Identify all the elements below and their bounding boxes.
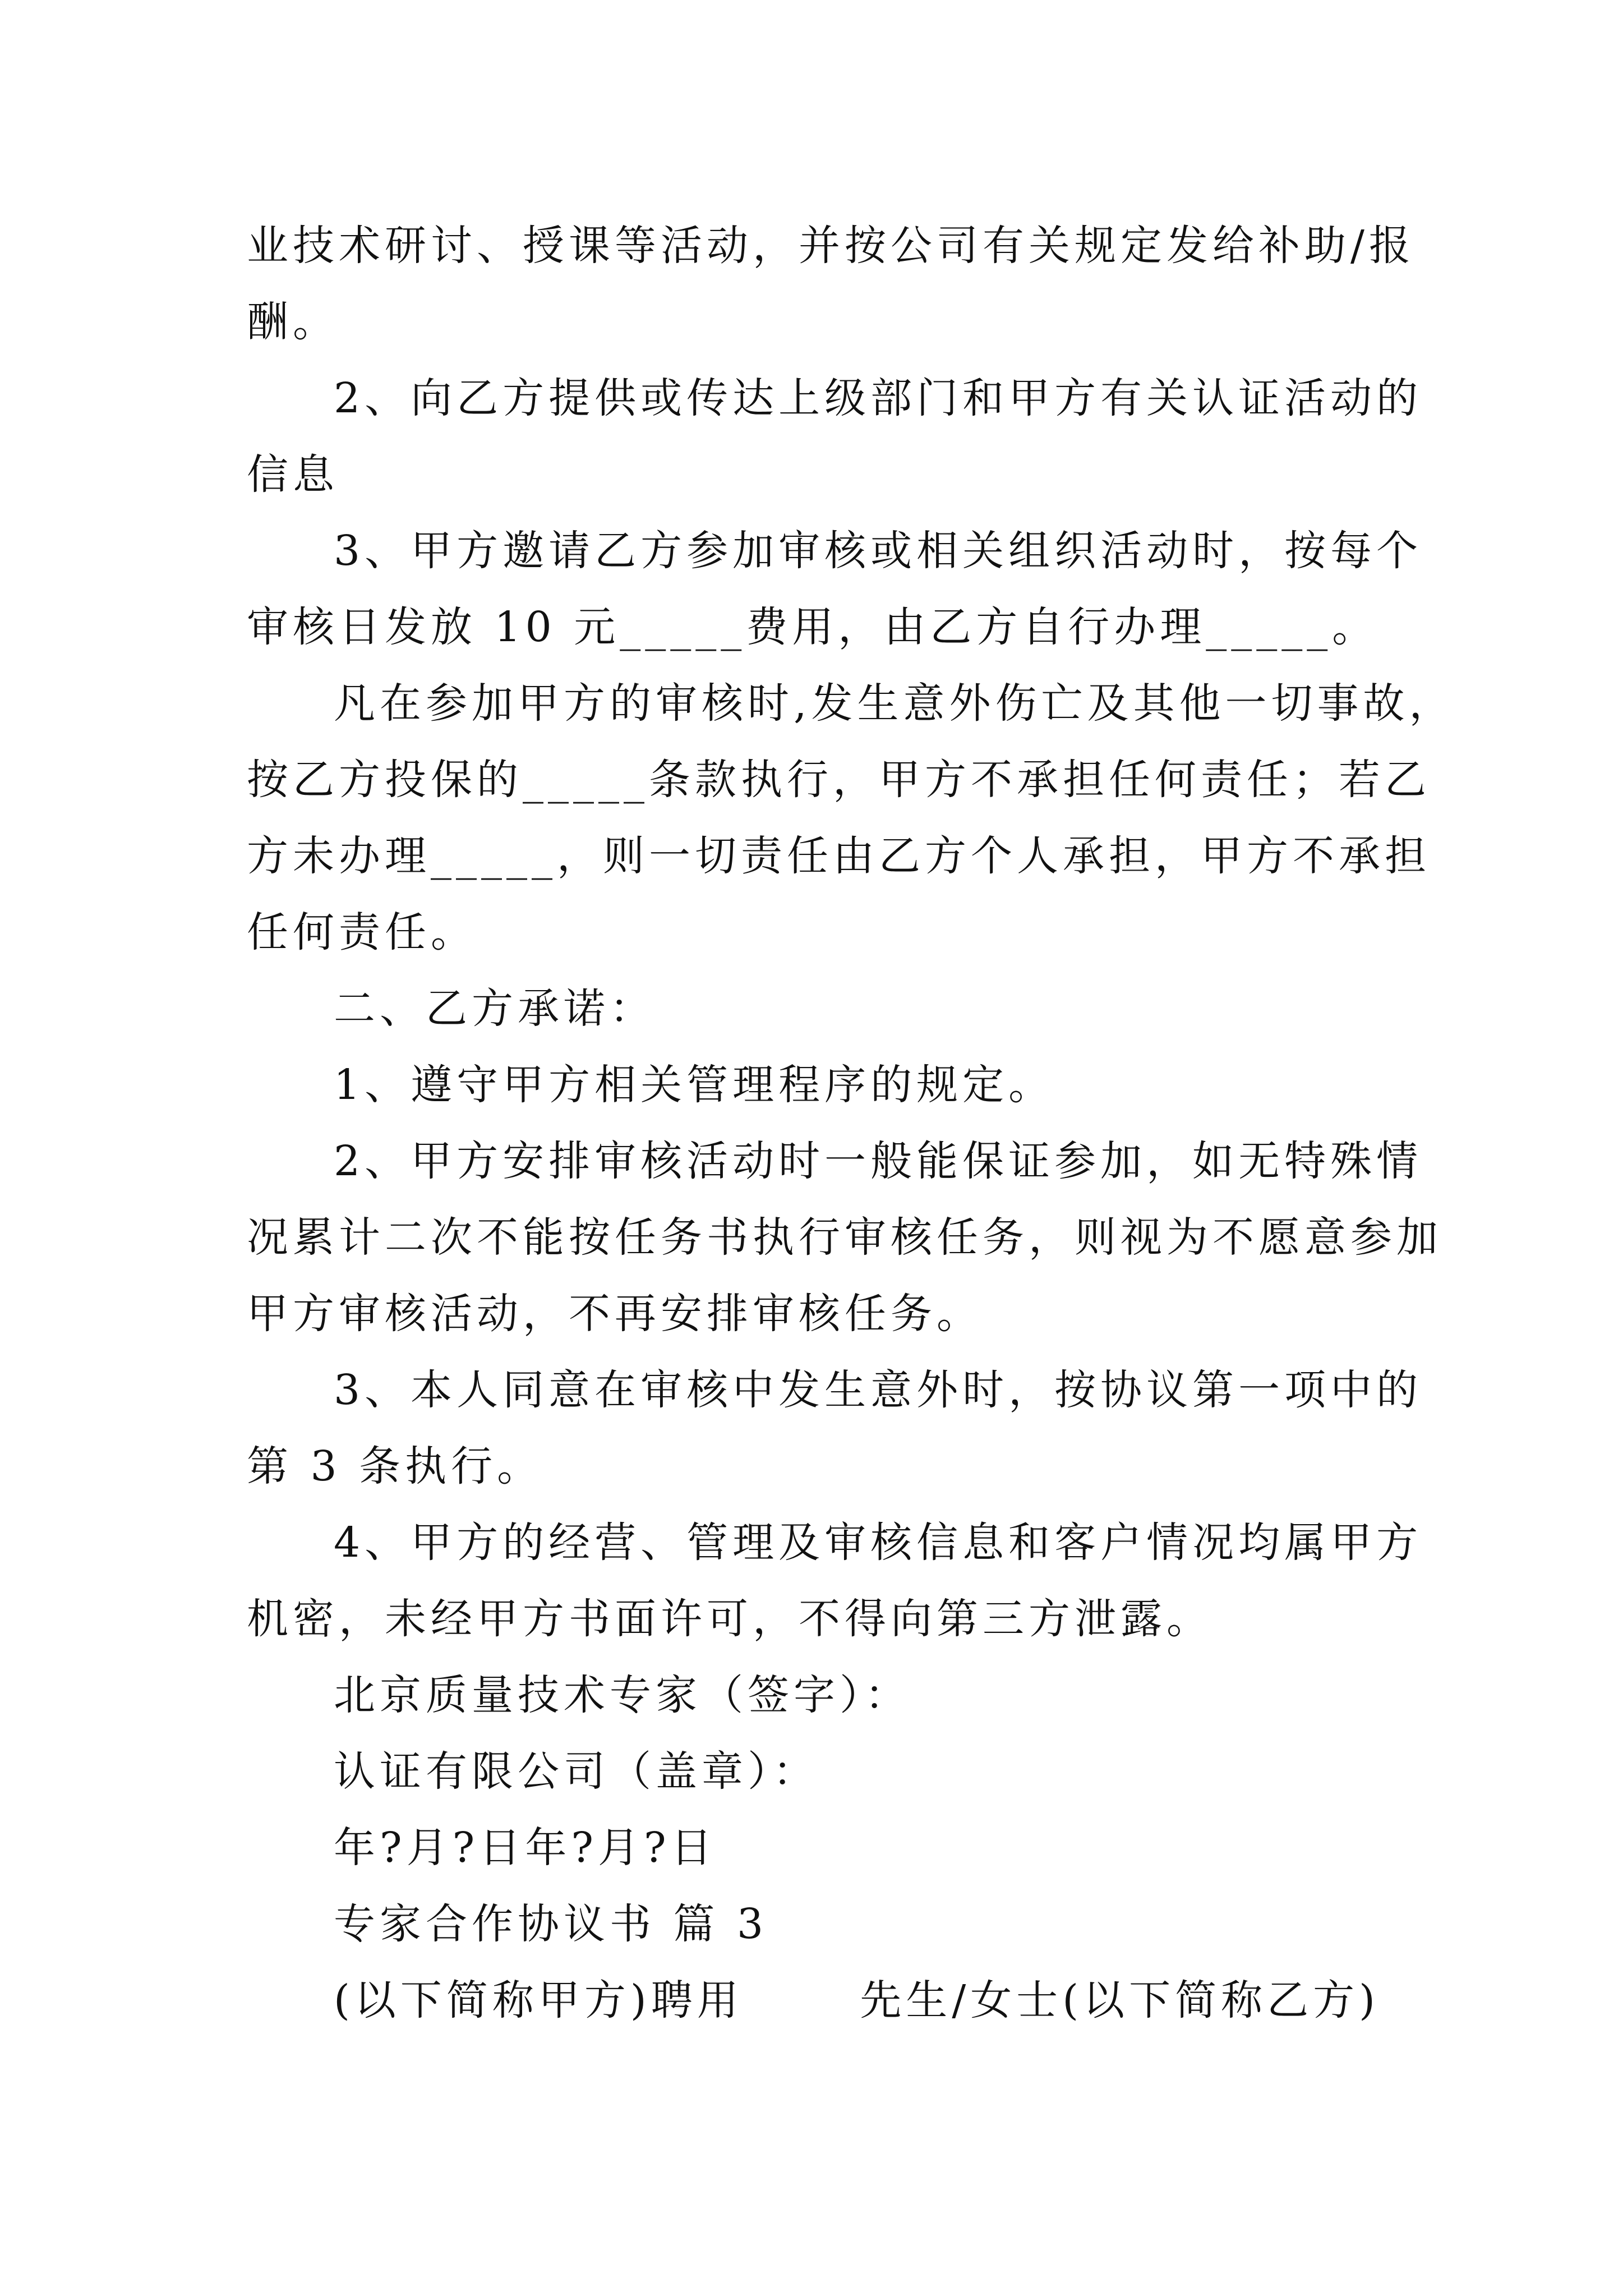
section-heading: 二、乙方承诺：	[334, 984, 656, 1033]
signature-line-company: 认证有限公司（盖章）：	[334, 1747, 819, 1796]
text-line: 按乙方投保的_____条款执行，甲方不承担任何责任；若乙	[247, 756, 1431, 804]
text-line: 甲方审核活动，不再安排审核任务。	[247, 1290, 983, 1338]
document-body	[247, 208, 1455, 2039]
text-line-left: (以下简称甲方)聘用	[334, 1976, 743, 2024]
text-line	[247, 1962, 1380, 2039]
signature-line-expert: 北京质量技术专家（签字）：	[334, 1671, 911, 1719]
text-line-content: 业技术研讨、授课等活动，并按公司有关规定发给补助/报	[247, 222, 1415, 270]
text-line: 任何责任。	[247, 908, 477, 956]
text-line	[247, 208, 1415, 284]
text-line: 信息	[247, 450, 339, 499]
text-line: 酬。	[247, 298, 339, 346]
paragraph-start: 凡在参加甲方的审核时,发生意外伤亡及其他一切事故，	[334, 679, 1455, 728]
paragraph-start: 3、甲方邀请乙方参加审核或相关组织活动时，按每个	[334, 527, 1423, 575]
text-line-right: 先生/女士(以下简称乙方)	[860, 1976, 1380, 2024]
paragraph-start: 1、遵守甲方相关管理程序的规定。	[334, 1061, 1055, 1109]
paragraph-start: 4、甲方的经营、管理及审核信息和客户情况均属甲方	[334, 1519, 1423, 1567]
paragraph-start: 2、甲方安排审核活动时一般能保证参加，如无特殊情	[334, 1137, 1423, 1185]
text-line: 第 3 条执行。	[247, 1442, 543, 1490]
text-line: 审核日发放 10 元_____费用，由乙方自行办理_____。	[247, 603, 1378, 651]
text-line: 机密，未经甲方书面许可，不得向第三方泄露。	[247, 1595, 1212, 1643]
text-line: 况累计二次不能按任务书执行审核任务，则视为不愿意参加	[247, 1213, 1442, 1262]
paragraph-start: 3、本人同意在审核中发生意外时，按协议第一项中的	[334, 1366, 1423, 1414]
text-line: 方未办理_____，则一切责任由乙方个人承担，甲方不承担	[247, 832, 1431, 880]
paragraph-start: 2、向乙方提供或传达上级部门和甲方有关认证活动的	[334, 374, 1423, 422]
section-title: 专家合作协议书 篇 3	[334, 1900, 768, 1948]
date-line: 年?月?日年?月?日	[334, 1824, 717, 1872]
